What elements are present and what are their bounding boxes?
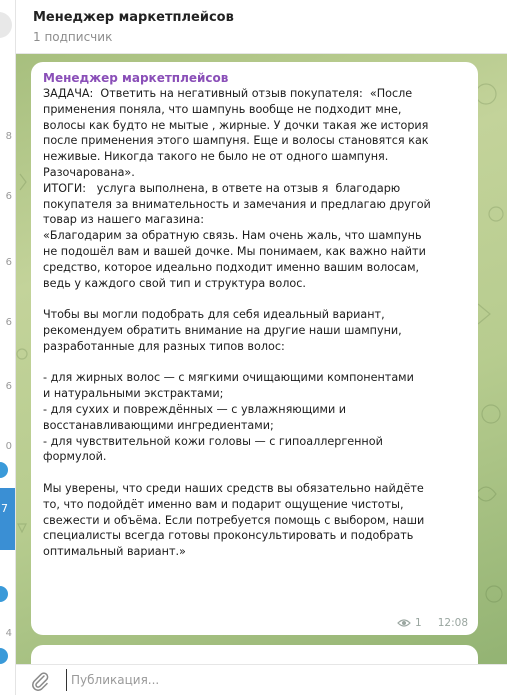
channel-title: Менеджер маркетплейсов [33,10,234,25]
chat-list-count: 6 [5,381,12,392]
chat-list-count: 4 [5,628,12,639]
unread-badge [0,586,8,602]
message-input[interactable] [66,669,496,691]
message-area[interactable] [16,54,507,664]
chat-list-count: 6 [5,191,12,202]
channel-post[interactable] [31,62,478,635]
chat-list-item-active[interactable] [0,488,16,550]
unread-badge [0,462,8,478]
subscriber-count: 1 подписчик [33,30,113,44]
chat-list-count: 7 [1,502,8,515]
chat-list-count: 8 [5,131,12,142]
view-count: 1 [415,617,422,629]
chat-list-count: 6 [5,257,12,268]
paperclip-icon[interactable] [30,671,50,691]
chat-avatar[interactable] [0,12,12,38]
composer-bar [16,664,507,695]
next-post-preview[interactable] [31,645,478,664]
chat-list-count: 6 [5,317,12,328]
chat-list-count: 0 [5,441,12,452]
post-author[interactable]: Менеджер маркетплейсов [43,71,229,85]
post-time: 12:08 [437,617,468,629]
eye-icon [397,618,411,628]
unread-badge [0,648,8,664]
post-meta [397,617,468,629]
post-text: ЗАДАЧА: Ответить на негативный отзыв покупателя: «После применения поняла, что шампунь вообще не подходит мне, волосы как будто не мытые , жирные. У дочки такая же история после применения этого шампуня. Еще и волосы становятся как неживые. Никогда такого не было не от одного шампуня. Разочарована». ИТОГИ: услуга выполнена, в ответе на отзыв я благодарю покупателя за внимательность и замечания и предлагаю другой товар из нашего магазина: «Благодарим за обратную связь. Нам очень жаль, что шампунь не подошёл вам и вашей дочке. Мы понимаем, как важно найти средство, которое идеально подходит именно вашим волосам, ведь у каждого свой тип и структура волос. Чтобы вы могли подобрать для себя идеальный вариант, рекомендуем обратить внимание на другие наши шампуни, разработанные для разных типов волос: - для жирных волос — с мягкими очищающими компонентами и натуральными экстрактами; - для сухих и повреждённых — с увлажняющими и восстанавливающими ингредиентами; - для чувствительной кожи головы — с гипоаллергенной формулой. Мы уверены, что среди наших средств вы обязательно найдёте то, что подойдёт именно вам и подарит ощущение чистоты, свежести и объёма. Если потребуется помощь с выбором, наши специалисты всегда готовы проконсультировать и подобрать оптимальный вариант.» [43,87,431,559]
chat-list-strip [0,0,16,695]
channel-header[interactable] [16,0,507,54]
